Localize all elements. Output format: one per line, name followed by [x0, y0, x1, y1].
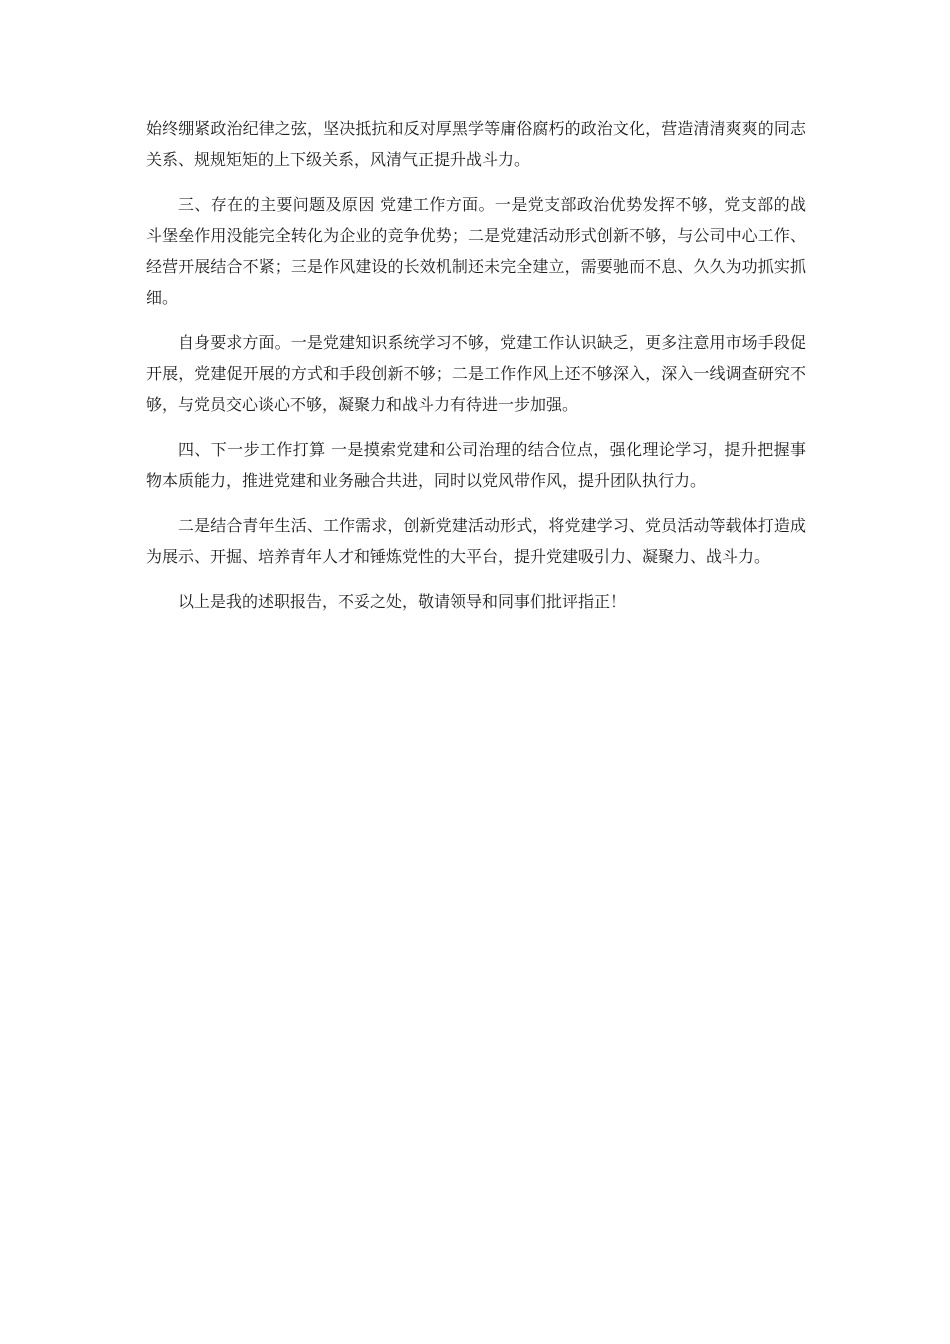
paragraph-self-requirements: 自身要求方面。一是党建知识系统学习不够，党建工作认识缺乏，更多注意用市场手段促开展，党建促开展的方式和手段创新不够；二是工作作风上还不够深入，深入一线调查研究不够，与党员交心谈心不够，凝聚力和战斗力有待进一步加强。: [146, 333, 806, 414]
document-page: [146, 113, 806, 631]
paragraph-closing: 以上是我的述职报告，不妥之处，敬请领导和同事们批评指正！: [178, 592, 627, 611]
paragraph-youth-activities: 二是结合青年生活、工作需求，创新党建活动形式，将党建学习、党员活动等载体打造成为展示、开掘、培养青年人才和锤炼党性的大平台，提升党建吸引力、凝聚力、战斗力。: [146, 516, 806, 566]
paragraph-next-steps: 四、下一步工作打算 一是摸索党建和公司治理的结合位点，强化理论学习，提升把握事物本质能力，推进党建和业务融合共进，同时以党风带作风，提升团队执行力。: [146, 440, 806, 490]
paragraph-main-problems: 三、存在的主要问题及原因 党建工作方面。一是党支部政治优势发挥不够，党支部的战斗堡垒作用没能完全转化为企业的竞争优势；二是党建活动形式创新不够，与公司中心工作、经营开展结合不紧；三是作风建设的长效机制还未完全建立，需要驰而不息、久久为功抓实抓细。: [146, 195, 806, 307]
paragraph-continuation: 始终绷紧政治纪律之弦，坚决抵抗和反对厚黑学等庸俗腐朽的政治文化，营造清清爽爽的同志关系、规规矩矩的上下级关系，风清气正提升战斗力。: [146, 119, 806, 169]
